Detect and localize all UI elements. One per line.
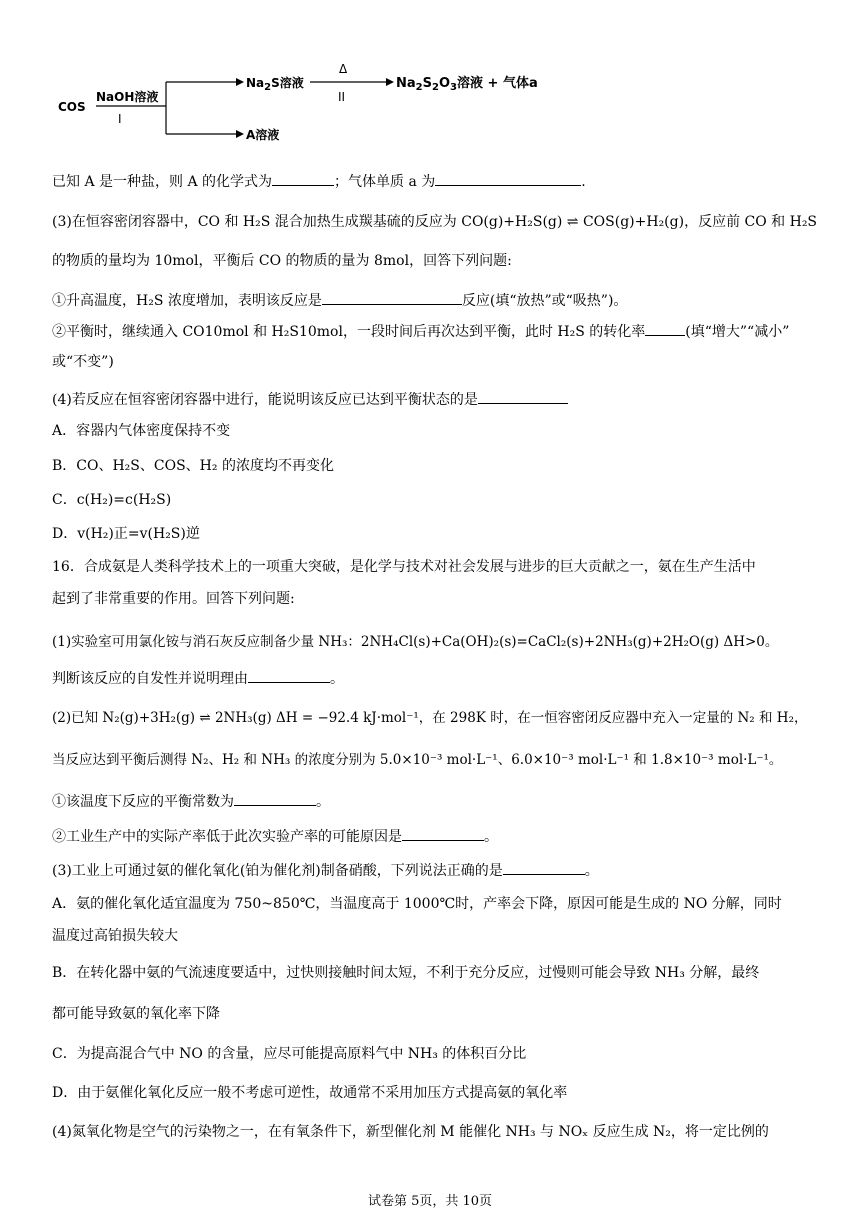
a-solution-label: A溶液 bbox=[246, 128, 280, 142]
cos-label: COS bbox=[58, 100, 86, 114]
option-c: C．c(H₂)=c(H₂S) bbox=[52, 492, 172, 508]
question-16-sub2: (2)已知 N₂(g)+3H₂(g) ⇌ 2NH₃(g) ΔH = −92.4 kJ·mol⁻¹，在 298K 时，在一恒容密闭反应器中充入一定量的 N₂ 和 H₂， bbox=[52, 710, 808, 726]
step-2-label: II bbox=[338, 90, 346, 104]
option-d: D．v(H₂)正=v(H₂S)逆 bbox=[52, 526, 200, 542]
q16-3-option-c: C．为提高混合气中 NO 的含量，应尽可能提高原料气中 NH₃ 的体积百分比 bbox=[52, 1046, 527, 1062]
answer-blank-yield[interactable] bbox=[402, 826, 484, 841]
question-16-sub1: (1)实验室可用氯化铵与消石灰反应制备少量 NH₃：2NH₄Cl(s)+Ca(OH)₂(s)=CaCl₂(s)+2NH₃(g)+2H₂O(g) ΔH>0。 bbox=[52, 634, 779, 650]
question-16-intro: 16．合成氨是人类科学技术上的一项重大突破，是化学与技术对社会发展与进步的巨大贡献之一，氨在生产生活中 bbox=[52, 559, 756, 575]
answer-blank-q16-3[interactable] bbox=[503, 860, 585, 875]
answer-blank-q4[interactable] bbox=[478, 389, 568, 404]
naoh-reagent-label: NaOH溶液 bbox=[96, 90, 159, 104]
question-16-sub2-cont: 当反应达到平衡后测得 N₂、H₂ 和 NH₃ 的浓度分别为 5.0×10⁻³ mol·L⁻¹、6.0×10⁻³ mol·L⁻¹ 和 1.8×10⁻³ mol·L⁻¹。 bbox=[52, 752, 783, 768]
answer-blank-heat[interactable] bbox=[322, 290, 462, 305]
page-footer: 试卷第 5页，共 10页 bbox=[367, 1194, 493, 1209]
question-4-stem: (4)若反应在恒容密闭容器中进行，能说明该反应已达到平衡状态的是 bbox=[52, 389, 568, 410]
question-16-sub2-k: ①该温度下反应的平衡常数为 。 bbox=[52, 791, 330, 812]
option-a: A．容器内气体密度保持不变 bbox=[52, 423, 231, 439]
q16-3-option-d: D．由于氨催化氧化反应一般不考虑可逆性，故通常不采用加压方式提高氨的氧化率 bbox=[52, 1085, 568, 1101]
answer-blank-spontaneity[interactable] bbox=[248, 668, 330, 683]
question-16-sub1-ask: 判断该反应的自发性并说明理由 。 bbox=[52, 668, 344, 689]
question-3-sub1: ①升高温度，H₂S 浓度增加，表明该反应是 反应(填“放热”或“吸热”)。 bbox=[52, 290, 627, 311]
step-1-label: I bbox=[118, 112, 122, 126]
answer-blank-gas-a[interactable] bbox=[435, 171, 581, 186]
question-16-sub4: (4)氮氧化物是空气的污染物之一，在有氧条件下，新型催化剂 M 能催化 NH₃ 与 NOₓ 反应生成 N₂，将一定比例的 bbox=[52, 1124, 769, 1140]
question-3-intro: (3)在恒容密闭容器中，CO 和 H₂S 混合加热生成羰基硫的反应为 CO(g)+H₂S(g) ⇌ COS(g)+H₂(g)，反应前 CO 和 H₂S bbox=[52, 214, 818, 230]
q16-3-option-a-cont: 温度过高铂损失较大 bbox=[52, 928, 178, 944]
question-16-sub3: (3)工业上可通过氨的催化氧化(铂为催化剂)制备硝酸，下列说法正确的是 。 bbox=[52, 860, 599, 881]
heat-symbol: Δ bbox=[339, 62, 348, 76]
final-product-label: $Na_2S_2O_3$溶液 + 气体a bbox=[396, 76, 538, 93]
question-16-sub2-yield: ②工业生产中的实际产率低于此次实验产率的可能原因是 。 bbox=[52, 826, 498, 847]
reaction-flow-diagram bbox=[58, 62, 578, 154]
question-3-intro-cont: 的物质的量均为 10mol，平衡后 CO 的物质的量为 8mol，回答下列问题: bbox=[52, 253, 512, 269]
question-3-sub2: ②平衡时，继续通入 CO10mol 和 H₂S10mol，一段时间后再次达到平衡，此时 H₂S 的转化率 (填“增大”“减小” bbox=[52, 321, 789, 342]
question-line-a-formula: 已知 A 是一种盐，则 A 的化学式为 ；气体单质 a 为 . bbox=[52, 171, 586, 192]
q16-3-option-b: B．在转化器中氨的气流速度要适中，过快则接触时间太短，不利于充分反应，过慢则可能会导致 NH₃ 分解，最终 bbox=[52, 965, 760, 981]
answer-blank-k[interactable] bbox=[234, 791, 316, 806]
answer-blank-a[interactable] bbox=[272, 171, 334, 186]
question-3-sub2-cont: 或“不变”) bbox=[52, 354, 114, 370]
q16-3-option-b-cont: 都可能导致氨的氧化率下降 bbox=[52, 1006, 220, 1022]
question-16-intro-cont: 起到了非常重要的作用。回答下列问题: bbox=[52, 591, 295, 607]
na2s-solution-label: $Na_2S$溶液 bbox=[246, 76, 304, 93]
answer-blank-conversion[interactable] bbox=[645, 321, 685, 336]
q16-3-option-a: A．氨的催化氧化适宜温度为 750~850℃，当温度高于 1000℃时，产率会下降，原因可能是生成的 NO 分解，同时 bbox=[52, 896, 782, 912]
option-b: B．CO、H₂S、COS、H₂ 的浓度均不再变化 bbox=[52, 458, 334, 474]
